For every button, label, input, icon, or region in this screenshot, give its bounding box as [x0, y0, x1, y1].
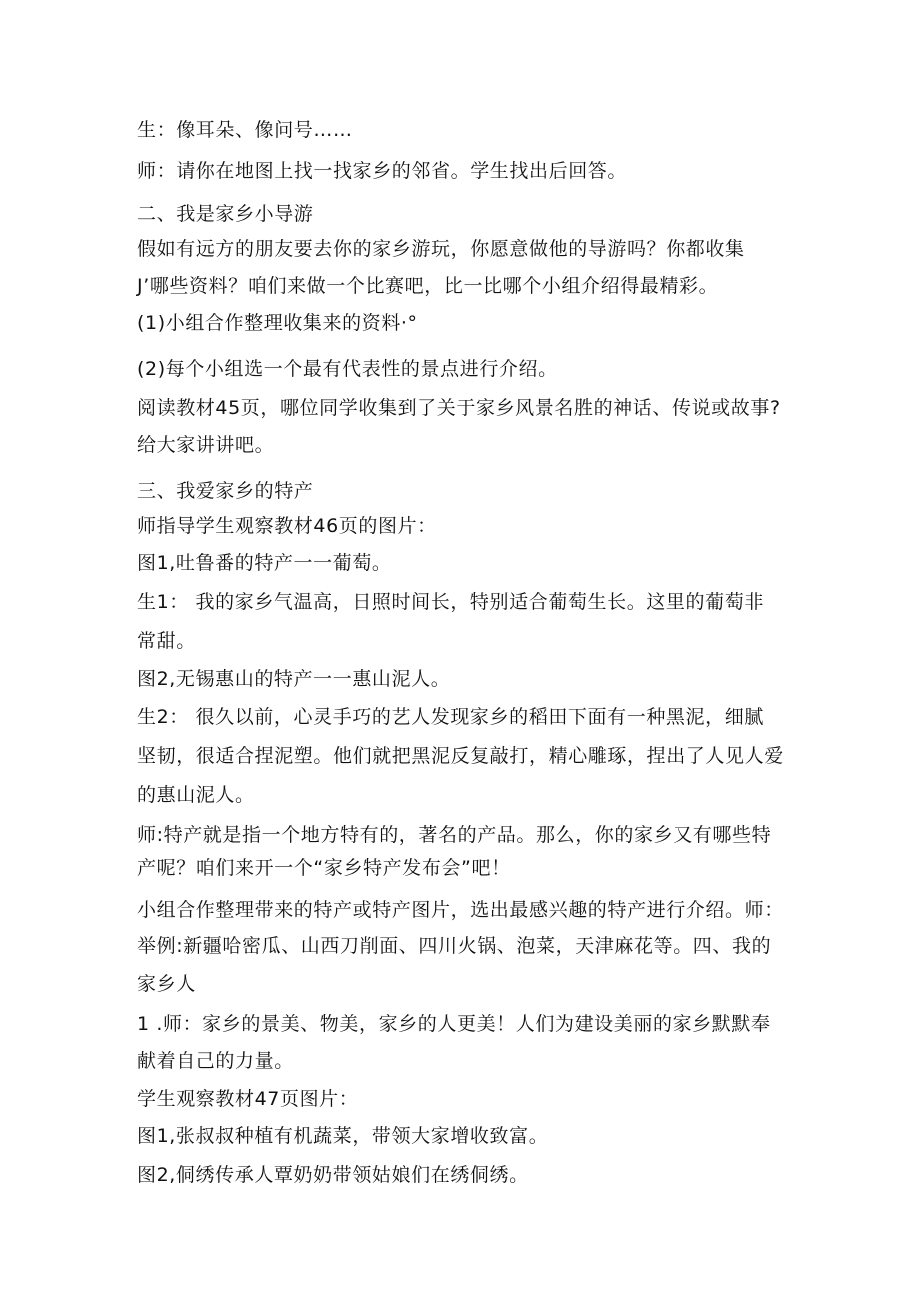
text-line: 二、我是家乡小导游: [137, 203, 314, 225]
text-line: 学生观察教材47页图片：: [137, 1088, 359, 1110]
text-line: 献着自己的力量。: [137, 1050, 294, 1072]
text-line: 常甜。: [137, 630, 196, 652]
text-line: 图1,吐鲁番的特产一一葡萄。: [137, 552, 392, 574]
text-line: 生：像耳朵、像问号……: [137, 119, 353, 141]
text-line: 举例:新疆哈密瓜、山西刀削面、四川火锅、泡菜，天津麻花等。四、我的: [137, 935, 772, 957]
text-line: 师:特产就是指一个地方特有的，著名的产品。那么，你的家乡又有哪些特: [137, 824, 772, 846]
text-line: 的惠山泥人。: [137, 784, 255, 806]
text-line: (1)小组合作整理收集来的资料·°: [137, 312, 418, 334]
text-line: 阅读教材45页，哪位同学收集到了关于家乡风景名胜的神话、传说或故事?: [137, 397, 781, 419]
text-line: 产呢？咱们来开一个“家乡特产发布会”吧！: [137, 857, 511, 879]
text-line: 图2,侗绣传承人覃奶奶带领姑娘们在绣侗绣。: [137, 1164, 529, 1186]
text-line: 小组合作整理带来的特产或特产图片，选出最感兴趣的特产进行介绍。师：: [137, 899, 784, 921]
text-line: 1 .师：家乡的景美、物美，家乡的人更美！人们为建设美丽的家乡默默奉: [137, 1013, 771, 1035]
text-line: 家乡人: [137, 973, 196, 995]
text-line: 生2： 很久以前，心灵手巧的艺人发现家乡的稻田下面有一种黑泥，细腻: [137, 706, 764, 728]
text-line: 三、我爱家乡的特产: [137, 480, 314, 502]
text-line: 坚韧，很适合捏泥塑。他们就把黑泥反复敲打，精心雕琢，捏出了人见人爱: [137, 745, 784, 767]
text-line: 给大家讲讲吧。: [137, 434, 275, 456]
text-line: 图2,无锡惠山的特产一一惠山泥人。: [137, 668, 451, 690]
text-line: 假如有远方的朋友要去你的家乡游玩，你愿意做他的导游吗？你都收集: [137, 238, 745, 260]
text-line: 图1,张叔叔种植有机蔬菜，带领大家增收致富。: [137, 1125, 549, 1147]
text-line: J’哪些资料？咱们来做一个比赛吧，比一比哪个小组介绍得最精彩。: [137, 275, 719, 297]
text-line: 师：请你在地图上找一找家乡的邻省。学生找出后回答。: [137, 160, 628, 182]
text-line: (2)每个小组选一个最有代表性的景点进行介绍。: [137, 358, 558, 380]
text-line: 师指导学生观察教材46页的图片：: [137, 515, 437, 537]
text-line: 生1： 我的家乡气温高，日照时间长，特别适合葡萄生长。这里的葡萄非: [137, 591, 764, 613]
